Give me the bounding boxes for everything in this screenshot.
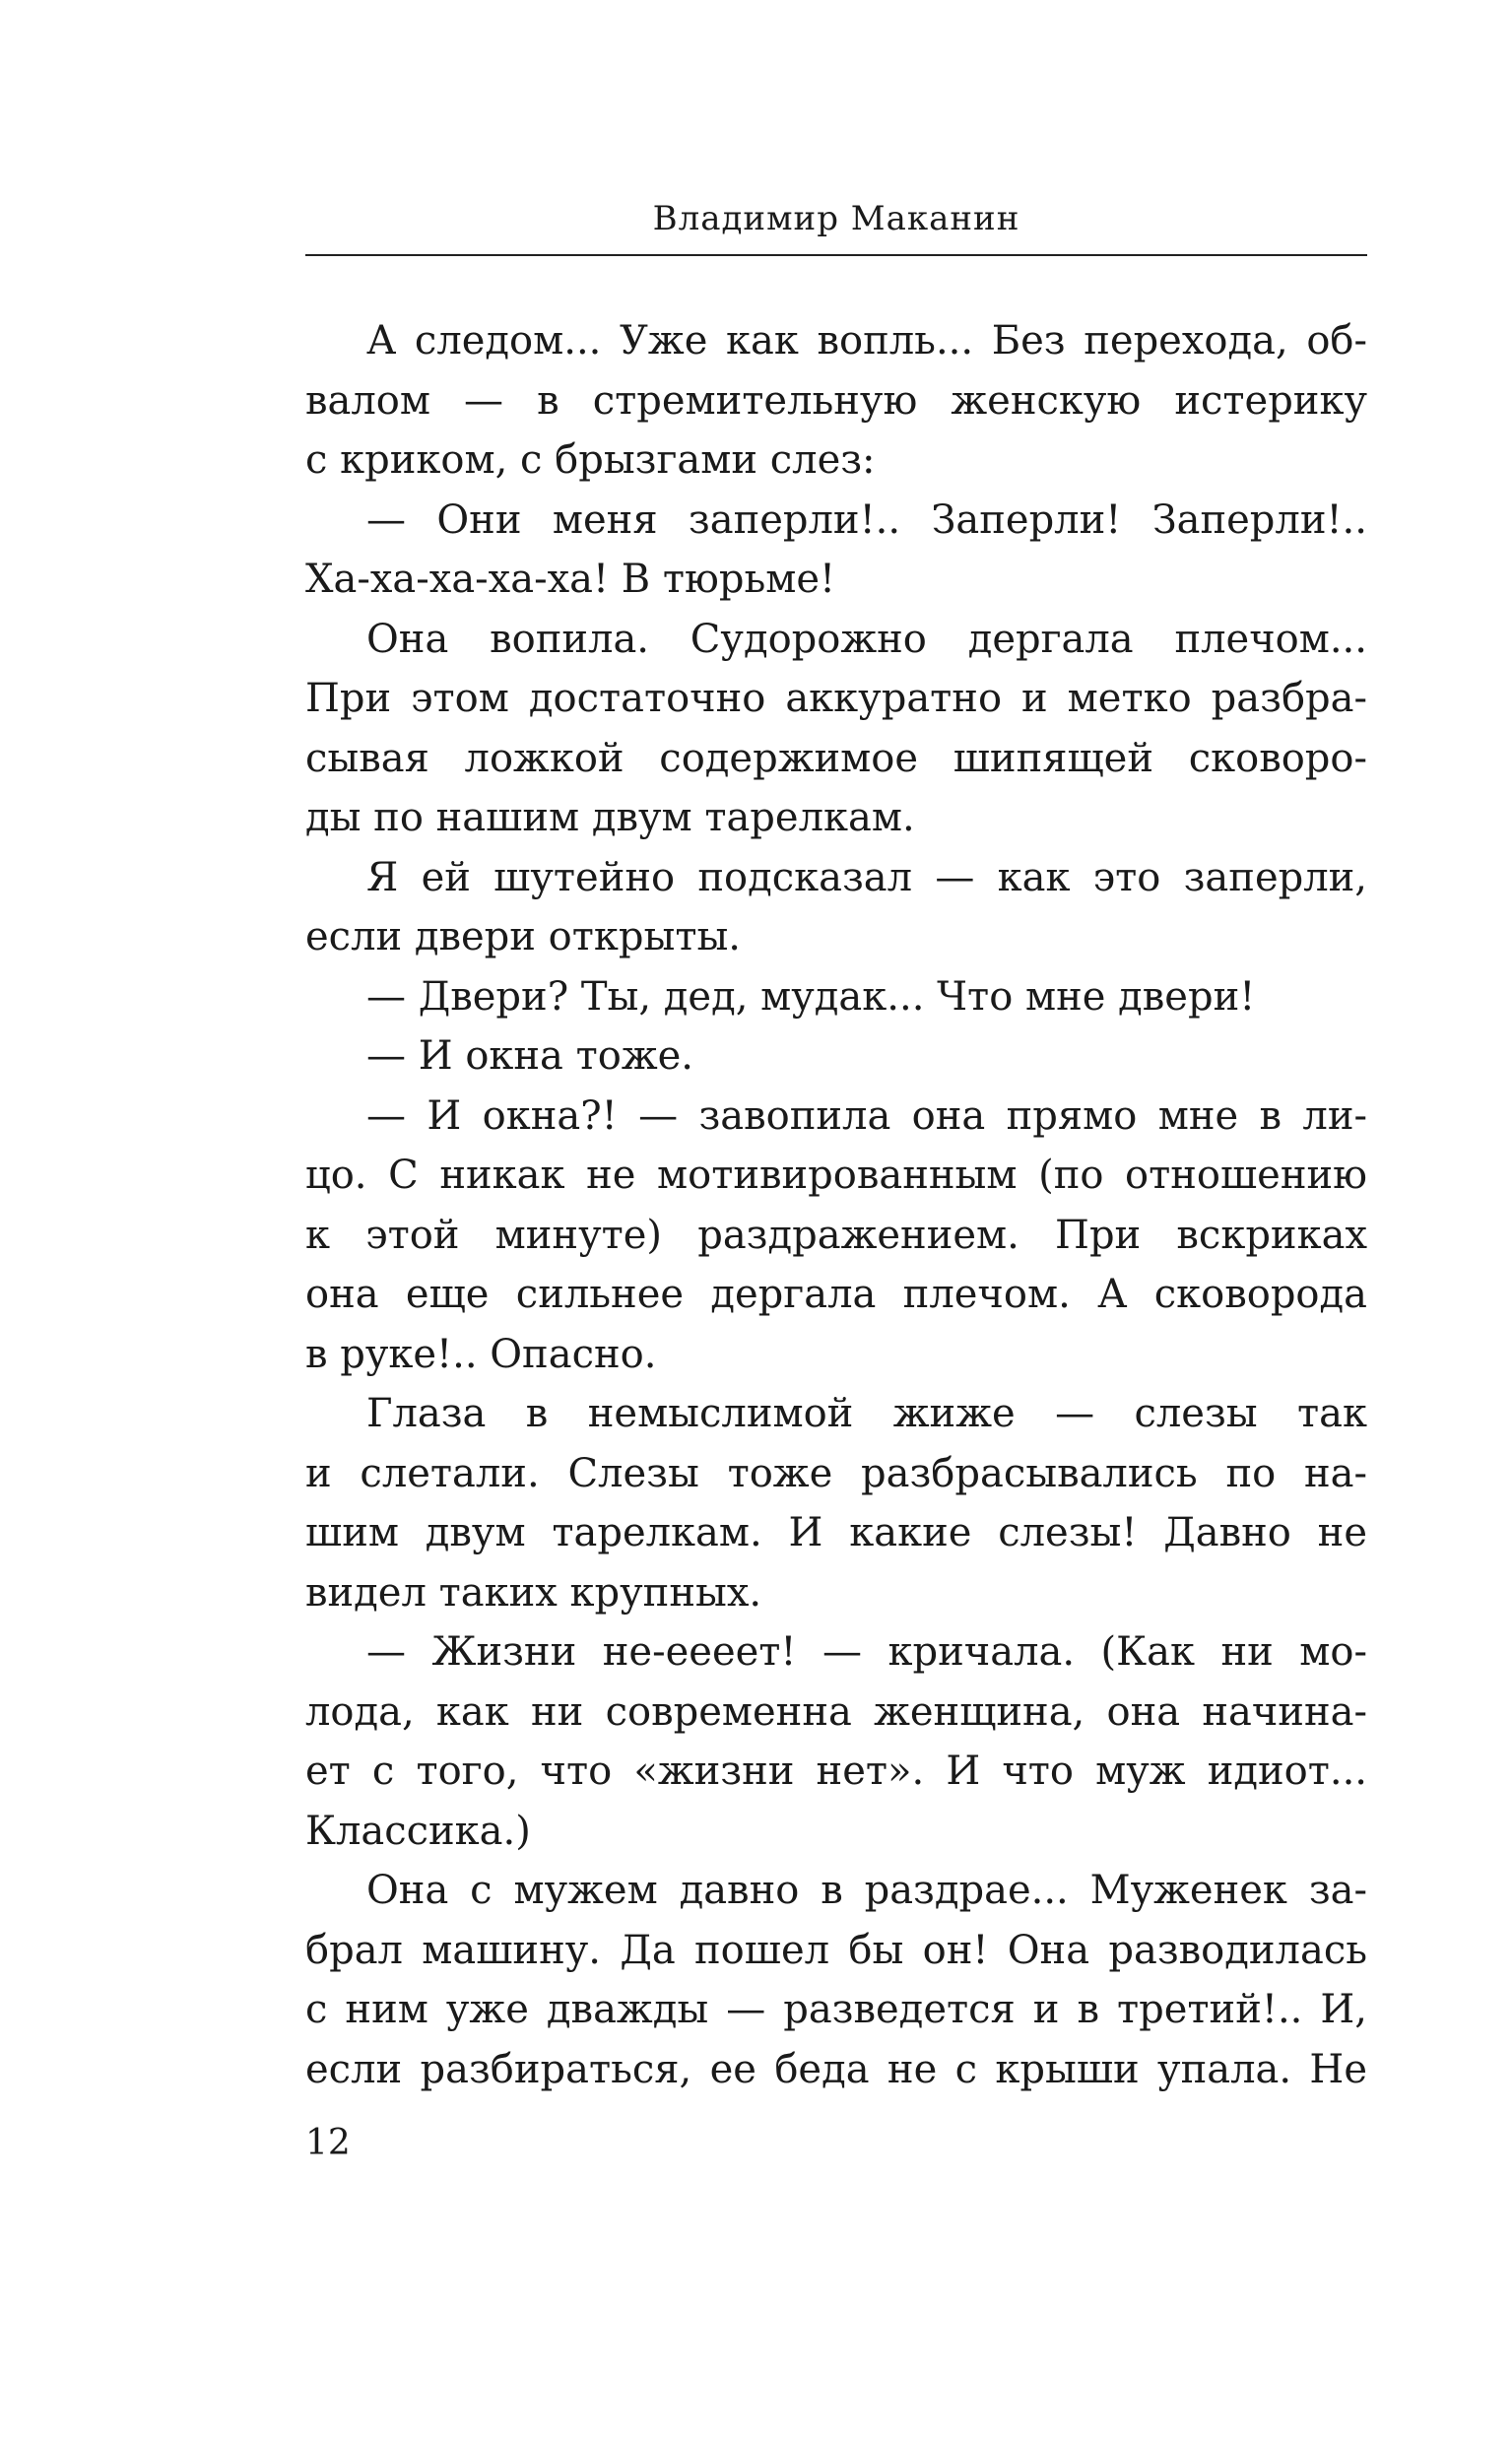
running-head: Владимир Маканин bbox=[652, 199, 1020, 238]
text-line: Глаза в немыслимой жиже — слезы так bbox=[366, 1391, 1367, 1436]
text-line: Она вопила. Судорожно дергала плечом... bbox=[366, 616, 1367, 662]
text-line: — И окна тоже. bbox=[366, 1033, 694, 1079]
text-line: — Двери? Ты, дед, мудак... Что мне двери! bbox=[366, 973, 1256, 1020]
text-line: — Жизни не-еееет! — кричала. (Как ни мо- bbox=[366, 1629, 1367, 1675]
text-line: ды по нашим двум тарелкам. bbox=[305, 795, 915, 840]
text-line: видел таких крупных. bbox=[305, 1569, 762, 1616]
text-line: При этом достаточно аккуратно и метко разбра- bbox=[305, 676, 1367, 721]
text-line: Она с мужем давно в раздрае... Муженек за- bbox=[366, 1868, 1367, 1913]
text-line: сывая ложкой содержимое шипящей сковоро- bbox=[305, 735, 1367, 781]
text-line: Я ей шутейно подсказал — как это заперли, bbox=[366, 854, 1367, 900]
text-line: с ним уже дважды — разведется и в третий!.. И, bbox=[305, 1987, 1367, 2032]
text-line: с криком, с брызгами слез: bbox=[305, 437, 876, 483]
text-line: она еще сильнее дергала плечом. А сковорода bbox=[305, 1272, 1367, 1317]
page-number: 12 bbox=[305, 2123, 351, 2163]
text-line: если разбираться, ее беда не с крыши упала. Не bbox=[305, 2046, 1367, 2092]
text-line: цо. С никак не мотивированным (по отношению bbox=[305, 1153, 1367, 1198]
text-line: — Они меня заперли!.. Заперли! Заперли!.. bbox=[366, 496, 1367, 543]
text-line: валом — в стремительную женскую истерику bbox=[305, 377, 1367, 424]
text-line: Классика.) bbox=[305, 1808, 531, 1854]
text-line: — И окна?! — завопила она прямо мне в ли- bbox=[366, 1092, 1367, 1139]
text-line: ет с того, что «жизни нет». И что муж идиот... bbox=[305, 1749, 1367, 1794]
text-line: если двери открыты. bbox=[305, 914, 741, 959]
text-line: лода, как ни современна женщина, она начина- bbox=[305, 1688, 1367, 1735]
header-rule bbox=[305, 254, 1367, 256]
text-line: в руке!.. Опасно. bbox=[305, 1331, 657, 1377]
text-line: брал машину. Да пошел бы он! Она разводилась bbox=[305, 1927, 1367, 1973]
text-line: к этой минуте) раздражением. При вскриках bbox=[305, 1212, 1367, 1258]
text-line: А следом... Уже как вопль... Без перехода, об- bbox=[366, 318, 1367, 363]
body-text bbox=[305, 311, 1367, 2099]
text-line: шим двум тарелкам. И какие слезы! Давно не bbox=[305, 1510, 1367, 1555]
text-line: Ха-ха-ха-ха-ха! В тюрьме! bbox=[305, 557, 836, 602]
text-line: и слетали. Слезы тоже разбрасывались по на- bbox=[305, 1450, 1367, 1496]
